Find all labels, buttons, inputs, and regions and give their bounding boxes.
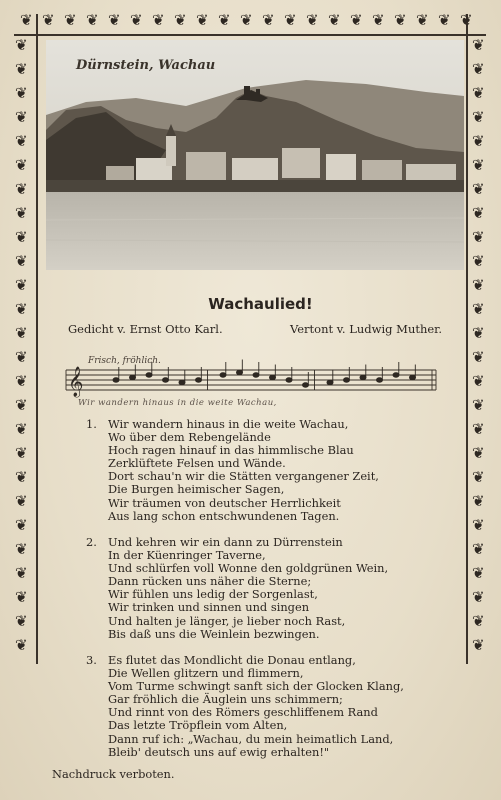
leaf-ornament-icon: ❦ xyxy=(472,108,485,126)
verse-number: 2. xyxy=(86,535,97,549)
leaf-ornament-icon: ❦ xyxy=(20,11,33,29)
svg-text:𝄞: 𝄞 xyxy=(68,367,84,397)
leaf-ornament-icon: ❦ xyxy=(15,180,28,198)
verse-line: Es flutet das Mondlicht die Donau entlang, xyxy=(108,653,356,667)
verse-line: Wo über dem Rebengelände xyxy=(108,430,271,445)
leaf-ornament-icon: ❦ xyxy=(472,444,485,462)
leaf-ornament-icon: ❦ xyxy=(15,564,28,582)
leaf-ornament-icon: ❦ xyxy=(472,516,485,534)
note-head xyxy=(237,370,243,374)
verse-line: Das letzte Tröpflein vom Alten, xyxy=(108,718,288,733)
verse-line: Bleib' deutsch uns auf ewig erhalten!" xyxy=(108,744,330,759)
leaf-ornament-icon: ❦ xyxy=(152,11,165,29)
leaf-ornament-icon: ❦ xyxy=(15,276,28,294)
leaf-ornament-icon: ❦ xyxy=(472,60,485,78)
leaf-ornament-icon: ❦ xyxy=(472,420,485,438)
music-lyrics-underlay: Wir wandern hinaus in die weite Wachau, xyxy=(78,398,277,408)
verse-line: Gar fröhlich die Äuglein uns schimmern; xyxy=(108,692,343,707)
lyricist-credit: Gedicht v. Ernst Otto Karl. xyxy=(68,322,223,336)
tempo-marking: Frisch, fröhlich. xyxy=(88,356,161,366)
note-head xyxy=(270,375,276,379)
landscape-photo xyxy=(46,40,464,270)
note-head xyxy=(377,378,383,382)
leaf-ornament-icon: ❦ xyxy=(472,372,485,390)
composer-credit: Vertont v. Ludwig Muther. xyxy=(290,322,443,336)
leaf-ornament-icon: ❦ xyxy=(15,84,28,102)
leaf-ornament-icon: ❦ xyxy=(15,372,28,390)
leaf-ornament-icon: ❦ xyxy=(130,11,143,29)
note-head xyxy=(179,380,185,384)
leaf-ornament-icon: ❦ xyxy=(472,492,485,510)
leaf-ornament-icon: ❦ xyxy=(15,636,28,654)
leaf-ornament-icon: ❦ xyxy=(472,540,485,558)
verse-line: In der Küenringer Taverne, xyxy=(108,548,266,563)
note-head xyxy=(253,373,259,377)
note-head xyxy=(113,378,119,382)
note-head xyxy=(360,375,366,379)
leaf-ornament-icon: ❦ xyxy=(15,132,28,150)
leaf-ornament-icon: ❦ xyxy=(15,228,28,246)
leaf-ornament-icon: ❦ xyxy=(15,204,28,222)
note-head xyxy=(410,375,416,379)
leaf-ornament-icon: ❦ xyxy=(15,156,28,174)
leaf-ornament-icon: ❦ xyxy=(472,252,485,270)
note-head xyxy=(286,378,292,382)
verse-line: Wir fühlen uns ledig der Sorgenlast, xyxy=(108,587,318,602)
leaf-ornament-icon: ❦ xyxy=(15,612,28,630)
leaf-ornament-icon: ❦ xyxy=(15,36,28,54)
verse-lines xyxy=(108,536,388,641)
note-head xyxy=(220,373,226,377)
leaf-ornament-icon: ❦ xyxy=(196,11,209,29)
leaf-ornament-icon: ❦ xyxy=(460,11,473,29)
leaf-ornament-icon: ❦ xyxy=(15,468,28,486)
leaf-ornament-icon: ❦ xyxy=(86,11,99,29)
verse-line: Die Wellen glitzern und flimmern, xyxy=(108,666,304,681)
leaf-ornament-icon: ❦ xyxy=(394,11,407,29)
leaf-ornament-icon: ❦ xyxy=(350,11,363,29)
copyright-note: Nachdruck verboten. xyxy=(52,767,175,781)
leaf-ornament-icon: ❦ xyxy=(472,612,485,630)
leaf-ornament-icon: ❦ xyxy=(416,11,429,29)
leaf-ornament-icon: ❦ xyxy=(240,11,253,29)
verse-lines xyxy=(108,654,404,759)
leaf-ornament-icon: ❦ xyxy=(438,11,451,29)
leaf-ornament-icon: ❦ xyxy=(472,156,485,174)
leaf-ornament-icon: ❦ xyxy=(472,396,485,414)
leaf-ornament-icon: ❦ xyxy=(15,108,28,126)
leaf-ornament-icon: ❦ xyxy=(472,636,485,654)
verse-line: Und schlürfen voll Wonne den goldgrünen Wein, xyxy=(108,561,389,576)
verse-lines xyxy=(108,418,379,523)
leaf-ornament-icon: ❦ xyxy=(472,132,485,150)
verse-line: Hoch ragen hinauf in das himmlische Blau xyxy=(108,443,354,458)
verse-line: Die Burgen heimischer Sagen, xyxy=(108,482,285,497)
leaf-ornament-icon: ❦ xyxy=(328,11,341,29)
verse-line: Wir träumen von deutscher Herrlichkeit xyxy=(108,495,341,510)
verse-line: Dort schau'n wir die Stätten vergangener Zeit, xyxy=(108,469,379,484)
leaf-ornament-icon: ❦ xyxy=(15,588,28,606)
leaf-ornament-icon: ❦ xyxy=(15,252,28,270)
leaf-ornament-icon: ❦ xyxy=(472,300,485,318)
song-title: Wachaulied! xyxy=(208,295,313,313)
leaf-ornament-icon: ❦ xyxy=(108,11,121,29)
verse-line: Wir wandern hinaus in die weite Wachau, xyxy=(108,417,349,431)
leaf-ornament-icon: ❦ xyxy=(306,11,319,29)
leaf-ornament-icon: ❦ xyxy=(174,11,187,29)
verse-number: 1. xyxy=(86,417,97,431)
leaf-ornament-icon: ❦ xyxy=(15,444,28,462)
leaf-ornament-icon: ❦ xyxy=(262,11,275,29)
leaf-ornament-icon: ❦ xyxy=(472,348,485,366)
leaf-ornament-icon: ❦ xyxy=(472,204,485,222)
verse-line: Vom Turme schwingt sanft sich der Glocken Klang, xyxy=(108,679,404,694)
note-head xyxy=(130,375,136,379)
verse-line: Und kehren wir ein dann zu Dürrenstein xyxy=(108,535,343,549)
leaf-ornament-icon: ❦ xyxy=(472,564,485,582)
leaf-ornament-icon: ❦ xyxy=(15,420,28,438)
leaf-ornament-icon: ❦ xyxy=(15,540,28,558)
leaf-ornament-icon: ❦ xyxy=(472,36,485,54)
note-head xyxy=(393,373,399,377)
verse-line: Zerklüftete Felsen und Wände. xyxy=(108,456,286,471)
leaf-ornament-icon: ❦ xyxy=(472,228,485,246)
verse-line: Dann rücken uns näher die Sterne; xyxy=(108,574,312,589)
verse-line: Dann ruf ich: „Wachau, du mein heimatlich Land, xyxy=(108,731,394,746)
note-head xyxy=(146,373,152,377)
leaf-ornament-icon: ❦ xyxy=(15,396,28,414)
leaf-ornament-icon: ❦ xyxy=(42,11,55,29)
note-head xyxy=(163,378,169,382)
leaf-ornament-icon: ❦ xyxy=(15,516,28,534)
verse-number: 3. xyxy=(86,653,97,667)
verse-line: Und rinnt von des Römers geschliffenem Rand xyxy=(108,705,378,720)
leaf-ornament-icon: ❦ xyxy=(284,11,297,29)
leaf-ornament-icon: ❦ xyxy=(15,348,28,366)
leaf-ornament-icon: ❦ xyxy=(372,11,385,29)
leaf-ornament-icon: ❦ xyxy=(472,324,485,342)
note-head xyxy=(303,383,309,387)
leaf-ornament-icon: ❦ xyxy=(472,468,485,486)
leaf-ornament-icon: ❦ xyxy=(472,588,485,606)
note-head xyxy=(327,380,333,384)
verse-line: Wir trinken und sinnen und singen xyxy=(108,600,310,615)
verse-line: Und halten je länger, je lieber noch Rast, xyxy=(108,613,346,628)
note-head xyxy=(196,378,202,382)
leaf-ornament-icon: ❦ xyxy=(472,180,485,198)
verse-line: Bis daß uns die Weinlein bezwingen. xyxy=(108,626,320,641)
leaf-ornament-icon: ❦ xyxy=(472,276,485,294)
durnstein-landscape-image xyxy=(46,40,464,270)
verse-line: Aus lang schon entschwundenen Tagen. xyxy=(108,508,340,523)
leaf-ornament-icon: ❦ xyxy=(15,300,28,318)
leaf-ornament-icon: ❦ xyxy=(472,84,485,102)
leaf-ornament-icon: ❦ xyxy=(15,324,28,342)
photo-caption: Dürnstein, Wachau xyxy=(76,58,216,73)
leaf-ornament-icon: ❦ xyxy=(64,11,77,29)
leaf-ornament-icon: ❦ xyxy=(15,492,28,510)
note-head xyxy=(344,378,350,382)
leaf-ornament-icon: ❦ xyxy=(218,11,231,29)
leaf-ornament-icon: ❦ xyxy=(15,60,28,78)
